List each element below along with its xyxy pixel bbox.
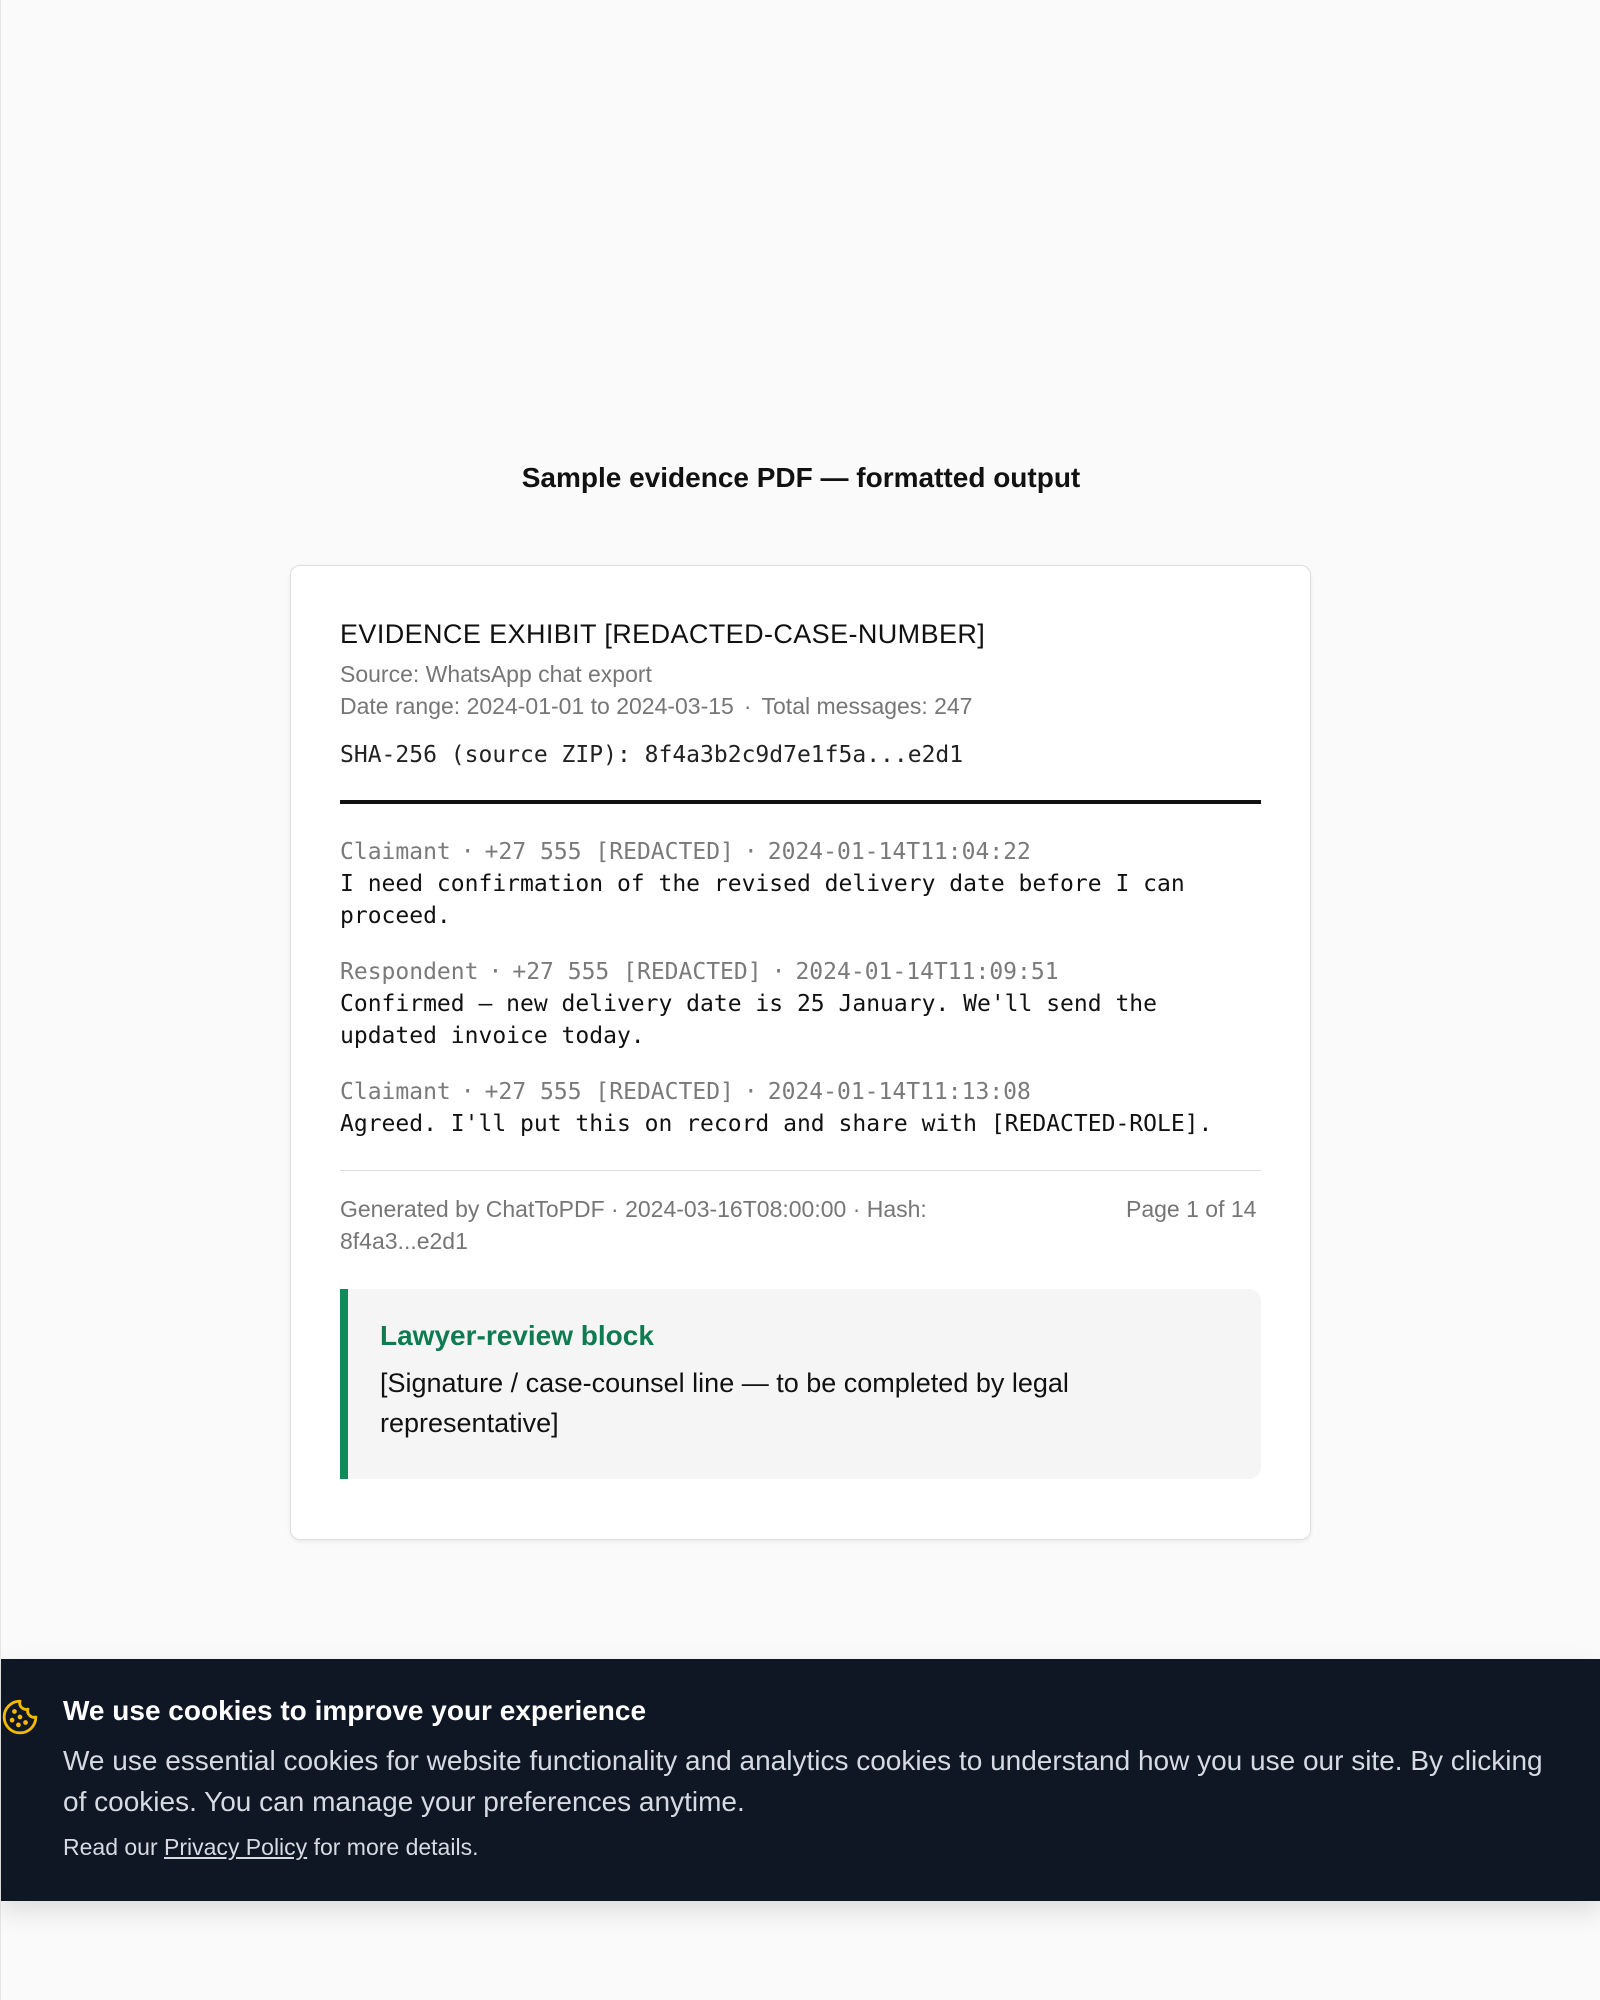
message-timestamp: 2024-01-14T11:09:51 [795,959,1059,986]
lawyer-review-block [340,1289,1261,1479]
meta-separator: · [743,693,752,720]
cookie-icon [1,1698,39,1736]
message-phone: +27 555 [REDACTED] [484,839,734,866]
message-item [340,956,1261,1052]
cookie-text-line: We use essential cookies for website functionality and analytics cookies to understand how you use our site. By clicking [63,1745,1543,1776]
cookie-banner-text [63,1740,1600,1822]
message-item [340,1076,1261,1140]
review-block-title: Lawyer-review block [380,1320,654,1352]
privacy-policy-link[interactable]: Privacy Policy [164,1834,308,1860]
date-range-line [340,690,1261,722]
page-heading: Sample evidence PDF — formatted output [521,462,1081,493]
privacy-prefix: Read our [63,1834,158,1860]
message-meta-separator: · [743,839,758,866]
cookie-banner-title: We use cookies to improve your experience [63,1695,647,1726]
document-footer [340,1193,1261,1257]
message-meta-separator: · [488,959,503,986]
cookie-privacy-note [63,1834,478,1861]
review-block-text: [Signature / case-counsel line — to be completed by legal representative] [380,1368,1069,1439]
cookie-banner [1,1659,1600,1901]
date-range: Date range: 2024-01-01 to 2024-03-15 [340,693,734,720]
message-phone: +27 555 [REDACTED] [484,1079,734,1106]
message-timestamp: 2024-01-14T11:13:08 [767,1079,1031,1106]
generated-info: Generated by ChatToPDF · 2024-03-16T08:00:00 · Hash: 8f4a3...e2d1 [340,1196,927,1255]
message-meta [340,956,1261,988]
message-text: I need confirmation of the revised delivery date before I can proceed. [340,871,1185,930]
message-sender: Respondent [340,959,479,986]
source-hash: SHA-256 (source ZIP): 8f4a3b2c9d7e1f5a...e2d1 [340,742,964,769]
exhibit-title: EVIDENCE EXHIBIT [REDACTED-CASE-NUMBER] [340,619,986,649]
footer-divider [340,1170,1261,1171]
evidence-document-preview [290,565,1311,1540]
page-number: Page 1 of 14 [1126,1196,1257,1223]
message-timestamp: 2024-01-14T11:04:22 [767,839,1031,866]
message-sender: Claimant [340,1079,451,1106]
cookie-text-line: of cookies. You can manage your preferences anytime. [63,1786,745,1817]
message-meta-separator: · [460,839,475,866]
message-text: Agreed. I'll put this on record and share with [REDACTED-ROLE]. [340,1111,1213,1138]
privacy-suffix: for more details. [313,1834,479,1860]
header-divider [340,800,1261,804]
message-sender: Claimant [340,839,451,866]
message-list [340,836,1261,1140]
message-meta [340,1076,1261,1108]
message-meta-separator: · [460,1079,475,1106]
message-meta-separator: · [771,959,786,986]
message-meta [340,836,1261,868]
source-line: Source: WhatsApp chat export [340,661,652,688]
message-phone: +27 555 [REDACTED] [512,959,762,986]
message-item [340,836,1261,932]
message-text: Confirmed — new delivery date is 25 January. We'll send the updated invoice today. [340,991,1157,1050]
message-meta-separator: · [743,1079,758,1106]
total-messages: Total messages: 247 [761,693,973,720]
